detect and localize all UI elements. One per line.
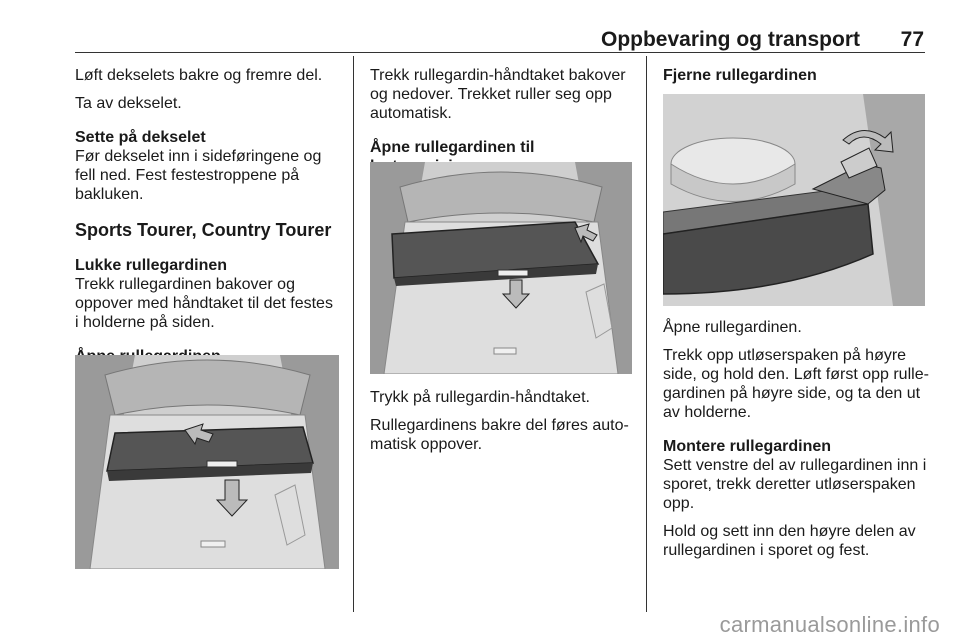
column-2-lower: [370, 388, 640, 454]
paragraph-line: side, og hold den. Løft først opp rulle-: [663, 366, 929, 383]
paragraph-line: bakluken.: [75, 186, 144, 203]
paragraph-line: Trekk rullegardin-håndtaket bakover: [370, 67, 626, 84]
subheading-lukke: Lukke rullegardinen: [75, 257, 228, 274]
subheading-montere: Montere rullegardinen: [663, 438, 832, 455]
paragraph-line: Trekk opp utløserspaken på høyre: [663, 347, 907, 364]
column-3: [663, 66, 938, 85]
column-divider-2: [646, 56, 647, 612]
paragraph: Trykk på rullegardin-håndtaket.: [370, 389, 590, 406]
subheading-sette: Sette på dekselet: [75, 129, 206, 146]
column-1: [75, 66, 345, 366]
paragraph-line: rullegardinen i sporet og fest.: [663, 542, 870, 559]
column-2: [370, 66, 640, 176]
paragraph-line: i holderne på siden.: [75, 314, 215, 331]
paragraph-line: sporet, trekk deretter utløserspaken: [663, 476, 916, 493]
column-divider-1: [353, 56, 354, 612]
subheading-laste: Åpne rullegardinen til: [370, 139, 535, 156]
paragraph-line: gardinen på høyre side, og ta den ut: [663, 385, 921, 402]
subheading-fjerne: Fjerne rullegardinen: [663, 67, 817, 84]
paragraph: Løft dekselets bakre og fremre del.: [75, 67, 323, 84]
paragraph-line: av holderne.: [663, 404, 752, 421]
paragraph: Åpne rullegardinen.: [663, 319, 802, 336]
paragraph-line: automatisk.: [370, 105, 452, 122]
paragraph: Ta av dekselet.: [75, 95, 182, 112]
paragraph-line: matisk oppover.: [370, 436, 483, 453]
paragraph-line: Før dekselet inn i sideføringene og: [75, 148, 322, 165]
paragraph-line: Sett venstre del av rullegardinen inn i: [663, 457, 927, 474]
page-header-title: Oppbevaring og transport: [600, 28, 860, 51]
figure-close-cover: [75, 355, 339, 569]
page-number: 77: [900, 28, 924, 51]
watermark: carmanualsonline.info: [719, 612, 940, 637]
paragraph-line: Rullegardinens bakre del føres auto-: [370, 417, 629, 434]
paragraph-line: oppover med håndtaket til det festes: [75, 295, 333, 312]
paragraph-line: opp.: [663, 495, 695, 512]
figure-remove-cover: [663, 94, 925, 306]
column-3-lower: [663, 318, 938, 560]
header-rule: [75, 52, 925, 53]
paragraph-line: Hold og sett inn den høyre delen av: [663, 523, 916, 540]
paragraph-line: Trekk rullegardinen bakover og: [75, 276, 295, 293]
figure-open-load-position: [370, 162, 632, 374]
paragraph-line: fell ned. Fest festestroppene på: [75, 167, 300, 184]
paragraph-line: og nedover. Trekket ruller seg opp: [370, 86, 612, 103]
section-heading: Sports Tourer, Country Tourer: [75, 220, 332, 240]
